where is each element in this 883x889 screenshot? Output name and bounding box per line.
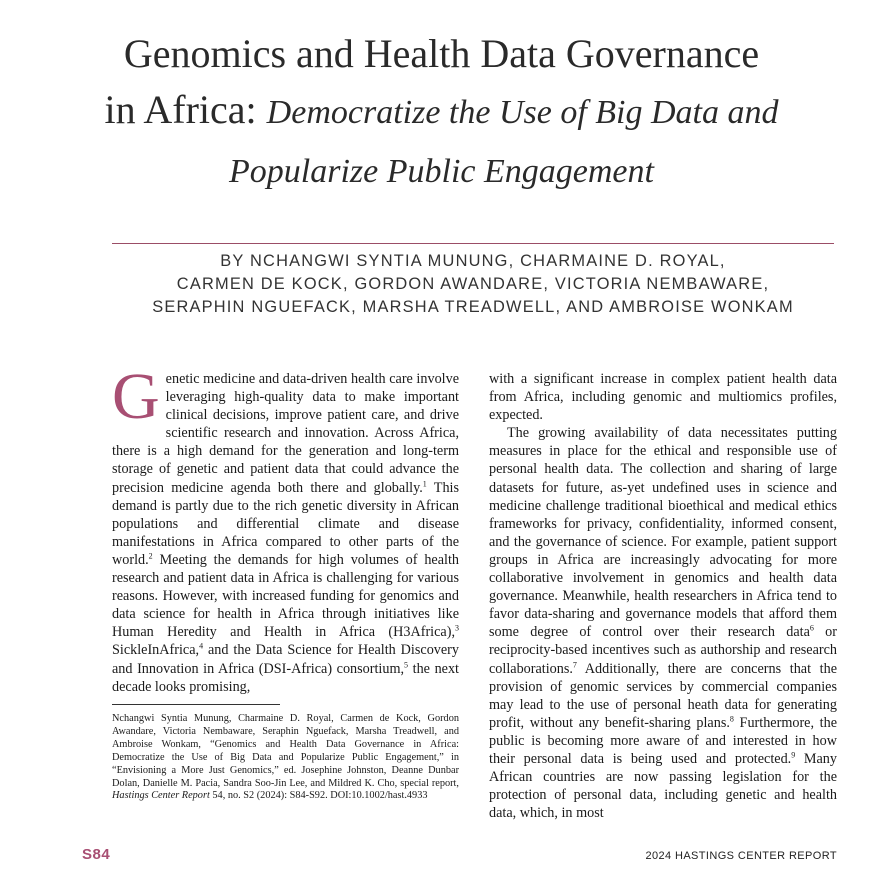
text-run: The growing availability of data necessitates putting measures in place for the ethical and responsible use of personal health data. The collection and sharing of large datasets for future, as-yet undefined uses in science and medicine challenge traditional bioethical and medical ethics frameworks for privacy, confidentiality, informed consent, and the governance of science. For example, patient support groups in Africa are increasingly advocating for more collaborative involvement in genomics and health data governance. Meanwhile, health researchers in Africa tend to favor data-sharing and governance models that afford them some degree of control over their research data bbox=[489, 425, 837, 641]
footnote-ref-6[interactable]: 6 bbox=[809, 623, 814, 633]
journal-issue: 2024 HASTINGS CENTER REPORT bbox=[645, 850, 837, 862]
byline-line-3: SERAPHIN NGUEFACK, MARSHA TREADWELL, AND AMBROISE WONKAM bbox=[152, 298, 794, 316]
text-run: SickleInAfrica, bbox=[112, 642, 200, 659]
body-column-right bbox=[489, 370, 837, 822]
title-line-2: in Africa: bbox=[104, 87, 257, 132]
drop-cap: G bbox=[112, 360, 160, 433]
footnote-ref-8[interactable]: 8 bbox=[729, 714, 734, 724]
title-line-1: Genomics and Health Data Governance bbox=[123, 31, 760, 76]
text-run: or reciprocity-based incentives such as authorship and research collaborations. bbox=[489, 624, 837, 677]
citation-divider bbox=[112, 704, 280, 705]
byline-line-2: CARMEN DE KOCK, GORDON AWANDARE, VICTORIA NEMBAWARE, bbox=[176, 275, 770, 293]
footnote-ref-9[interactable]: 9 bbox=[791, 750, 796, 760]
subtitle-line-1: Democratize the Use of Big Data and bbox=[266, 94, 779, 131]
text-run: the next decade looks promising, bbox=[112, 660, 459, 695]
footnote-ref-5[interactable]: 5 bbox=[404, 659, 409, 669]
footnote-ref-4[interactable]: 4 bbox=[199, 641, 204, 651]
citation-text: Nchangwi Syntia Munung, Charmaine D. Royal, Carmen de Kock, Gordon Awandare, Victoria Nembaware, Seraphin Nguefack, Marsha Treadwell, and Ambroise Wonkam, “Genomics and Health Data Governance in Africa: Democratize the Use of Big Data and Popularize Public Engagement,” in “Envisioning a More Just Genomics,” ed. Josephine Johnston, Deanne Dunbar Dolan, Danielle M. Pacia, Sandra Soo-Jin Lee, and Mildred K. Cho, special report, bbox=[112, 713, 459, 789]
subtitle-line-2: Popularize Public Engagement bbox=[229, 153, 654, 190]
page-number: S84 bbox=[82, 846, 111, 863]
text-run: Many African countries are now passing legislation for the protection of personal data, including genetic and health data, which, in most bbox=[489, 750, 837, 822]
byline-line-1: BY NCHANGWI SYNTIA MUNUNG, CHARMAINE D. ROYAL, bbox=[220, 252, 726, 270]
text-run: enetic medicine and data-driven health care involve leveraging high-quality data to make important clinical decisions, improve patient care, and drive scientific research and innovation. Across Africa, there is a high demand for the generation and long-term storage of genetic and patient data that could advance the precision medicine agenda both there and globally. bbox=[112, 371, 459, 496]
footnote-ref-1[interactable]: 1 bbox=[422, 478, 427, 488]
paragraph-intro bbox=[112, 360, 460, 696]
footnote-ref-7[interactable]: 7 bbox=[572, 659, 577, 669]
text-run: Additionally, there are concerns that the provision of genomic services by commercial companies may lead to the use of personal heath data for generating profit, without any benefit-sharing plans. bbox=[489, 660, 837, 731]
citation-journal: Hastings Center Report bbox=[112, 790, 210, 802]
paragraph-data-governance bbox=[489, 424, 837, 822]
footnote-ref-3[interactable]: 3 bbox=[455, 623, 459, 633]
paragraph-continued: with a significant increase in complex patient health data from Africa, including genomic and multiomics profiles, expected. bbox=[489, 371, 837, 424]
author-byline bbox=[112, 250, 834, 319]
text-run: This demand is partly due to the rich genetic diversity in African populations and differential climate and disease manifestations in Africa compared to other parts of the world. bbox=[112, 479, 460, 568]
text-run: and the Data Science for Health Discovery and Innovation in Africa (DSI-Africa) consortium, bbox=[112, 642, 459, 677]
body-column-left bbox=[112, 360, 460, 696]
text-run: Furthermore, the public is becoming more aware of and interested in how their personal data is being used and protected. bbox=[489, 714, 838, 767]
citation-text-end: 54, no. S2 (2024): S84-S92. DOI:10.1002/hast.4933 bbox=[209, 790, 428, 802]
article-title bbox=[60, 26, 823, 200]
text-run: Meeting the demands for high volumes of health research and patient data in Africa is challenging for various reasons. However, with increased funding for genomics and data science for health in Africa through initiatives like Human Heredity and Health in Africa (H3Africa), bbox=[112, 551, 459, 641]
citation-note bbox=[112, 713, 459, 803]
title-divider bbox=[112, 243, 834, 244]
footnote-ref-2[interactable]: 2 bbox=[148, 551, 153, 561]
